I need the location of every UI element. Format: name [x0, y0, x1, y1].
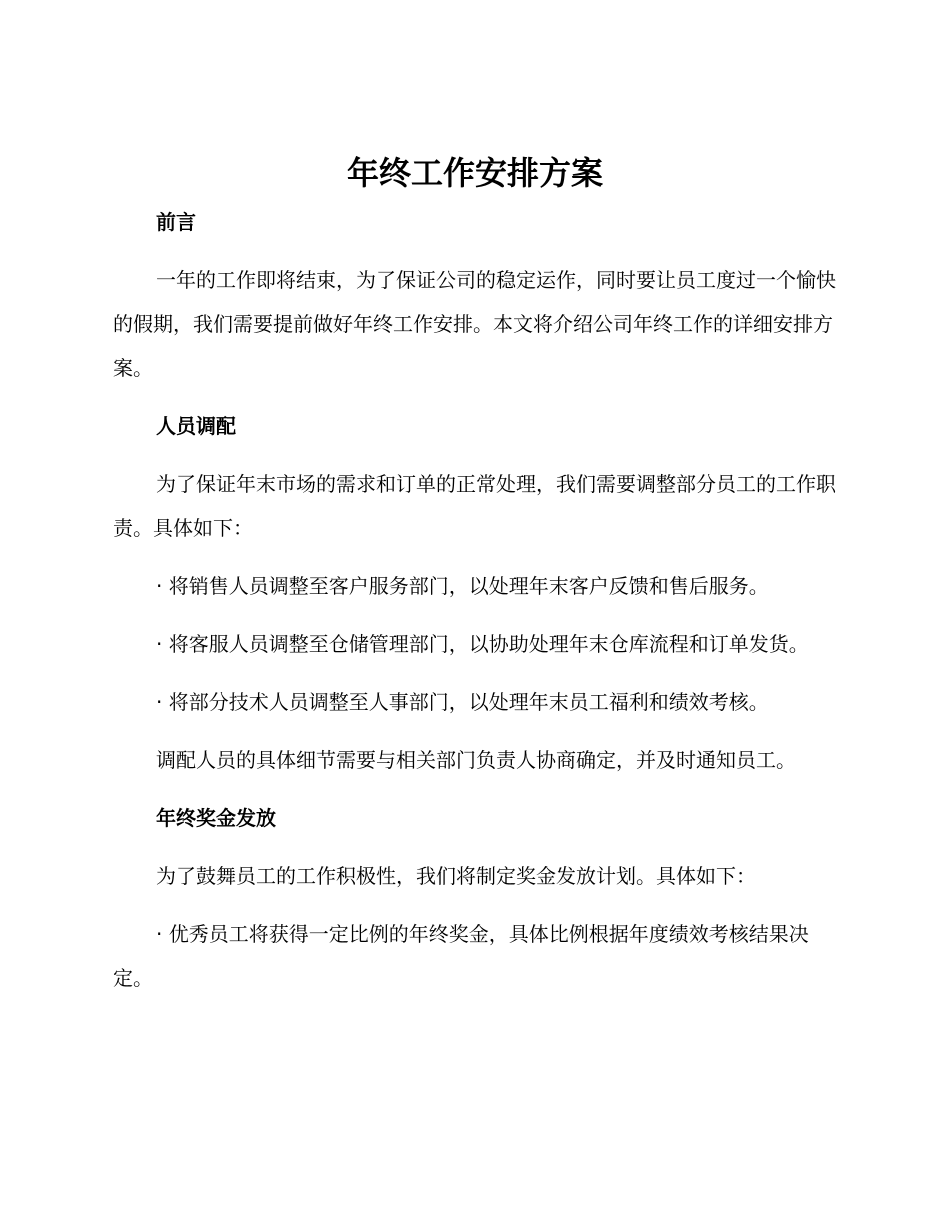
- bullet-service-to-warehouse: · 将客服人员调整至仓储管理部门，以协助处理年末仓库流程和订单发货。: [156, 632, 809, 656]
- section-heading-preface: 前言: [156, 210, 196, 234]
- document-title: 年终工作安排方案: [346, 154, 603, 192]
- paragraph-preface: 一年的工作即将结束，为了保证公司的稳定运作，同时要让员工度过一个愉快的假期，我们需要提前做好年终工作安排。本文将介绍公司年终工作的详细安排方案。: [113, 268, 836, 380]
- paragraph-staffing-intro: 为了保证年末市场的需求和订单的正常处理，我们需要调整部分员工的工作职责。具体如下：: [113, 472, 836, 540]
- document-body: [113, 200, 837, 1014]
- section-heading-staffing: 人员调配: [156, 414, 236, 438]
- section-heading-bonus: 年终奖金发放: [156, 806, 276, 830]
- paragraph-staffing-note: 调配人员的具体细节需要与相关部门负责人协商确定，并及时通知员工。: [156, 748, 796, 772]
- paragraph-bonus-intro: 为了鼓舞员工的工作积极性，我们将制定奖金发放计划。具体如下：: [156, 864, 756, 888]
- bullet-excellent-employee-bonus: · 优秀员工将获得一定比例的年终奖金，具体比例根据年度绩效考核结果决定。: [113, 922, 809, 990]
- bullet-sales-to-service: · 将销售人员调整至客户服务部门，以处理年末客户反馈和售后服务。: [156, 574, 769, 598]
- bullet-tech-to-hr: · 将部分技术人员调整至人事部门，以处理年末员工福利和绩效考核。: [156, 690, 769, 714]
